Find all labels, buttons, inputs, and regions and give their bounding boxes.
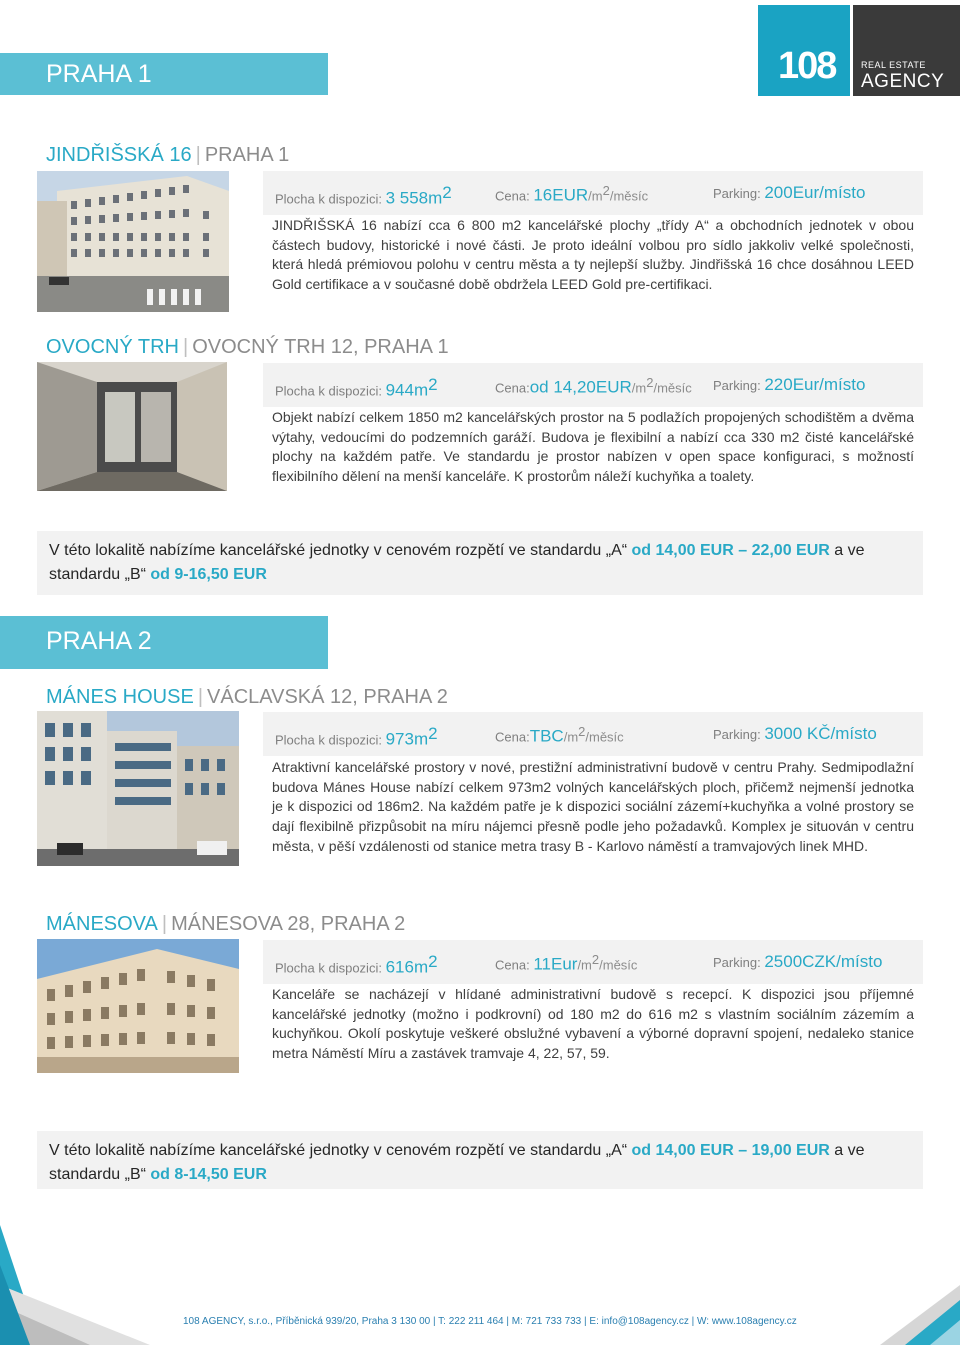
- price-field: Cena:od $14,20EUR/m^2$/měsíc: [495, 375, 692, 397]
- area-field: Plocha k dispozici: $973m^2$: [275, 724, 438, 749]
- decorative-corner-left: [0, 1225, 150, 1345]
- property-name: MÁNESOVA: [46, 913, 158, 935]
- property-info-bar-ovocny-trh: [263, 363, 923, 407]
- range-standard-b: od 9-16,50 EUR: [150, 565, 267, 583]
- price-range-summary-praha-1: V této lokalitě nabízíme kancelářské jednotky v cenovém rozpětí ve standardu „A“ od 14,00 EUR – 22,00 EUR a ve standardu „B“ od 9-16,50 EUR: [37, 531, 923, 595]
- section-header-praha-2: PRAHA 2: [0, 616, 328, 669]
- property-address: MÁNESOVA 28, PRAHA 2: [171, 913, 406, 935]
- price-field: $Cena:TBC/m^2$/měsíc: [495, 724, 624, 746]
- property-title-jindrisska: JINDŘIŠSKÁ 16 | PRAHA 1: [46, 144, 290, 166]
- property-name: OVOCNÝ TRH: [46, 336, 179, 358]
- parking-field: Parking: 220Eur/místo: [713, 375, 866, 394]
- area-field: Plocha k dispozici: $616m^2$: [275, 952, 438, 977]
- property-name: JINDŘIŠSKÁ 16: [46, 144, 192, 166]
- logo-line1: REAL ESTATE: [861, 60, 926, 70]
- property-info-bar-jindrisska: [263, 171, 923, 215]
- property-description-ovocny-trh: Objekt nabízí celkem 1850 m2 kancelářských prostor na 5 podlažích propojených schodištěm a dvěma výtahy, vedoucími do podzemních garáží. Budova je flexibilní a nabízí cca 330 m2 čisté kancelářské plochy na každém patře. Ve standardu je prostor nabízen v open space konfiguraci, s možností flexibilního dělení na menší kanceláře. K prostorům náleží kuchyňka a toalety.: [272, 409, 914, 485]
- price-range-summary-praha-2: V této lokalitě nabízíme kancelářské jednotky v cenovém rozpětí ve standardu „A“ od 14,00 EUR – 19,00 EUR a ve standardu „B“ od 8-14,50 EUR: [37, 1131, 923, 1189]
- property-title-ovocny-trh: OVOCNÝ TRH | OVOCNÝ TRH 12, PRAHA 1: [46, 336, 449, 358]
- logo-line2: AGENCY: [861, 71, 945, 92]
- area-field: Plocha k dispozici: 3 $558m^2$: [275, 183, 452, 208]
- parking-field: Parking: 2500CZK/místo: [713, 952, 883, 971]
- property-photo-jindrisska: [37, 171, 229, 312]
- footer-contact: 108 AGENCY, s.r.o., Příběnická 939/20, Praha 3 130 00 | T: 222 211 464 | M: 721 733 733 | E: info@108agency.cz | W: www.108agency.cz: [183, 1316, 797, 1327]
- price-field: Cena: $16EUR/m^2$/měsíc: [495, 183, 649, 205]
- parking-field: Parking: 200Eur/místo: [713, 183, 866, 202]
- property-title-manes-house: MÁNES HOUSE | VÁCLAVSKÁ 12, PRAHA 2: [46, 686, 448, 708]
- range-standard-a: od 14,00 EUR – 19,00 EUR: [631, 1142, 830, 1159]
- section-header-praha-1: PRAHA 1: [0, 53, 328, 95]
- logo-108: [758, 5, 850, 96]
- range-standard-a: od 14,00 EUR – 22,00 EUR: [631, 542, 830, 559]
- logo-number: 108: [778, 45, 836, 87]
- property-address: OVOCNÝ TRH 12, PRAHA 1: [192, 336, 449, 358]
- property-address: PRAHA 1: [204, 144, 290, 166]
- logo-agency: [853, 5, 960, 96]
- decorative-corner-right: [880, 1285, 960, 1345]
- property-photo-manesova: [37, 939, 239, 1073]
- property-photo-manes-house: [37, 711, 239, 866]
- property-info-bar-manes-house: [263, 712, 923, 756]
- property-title-manesova: MÁNESOVA | MÁNESOVA 28, PRAHA 2: [46, 913, 406, 935]
- parking-field: Parking: 3000 KČ/místo: [713, 724, 877, 743]
- area-field: Plocha k dispozici: $944m^2$: [275, 375, 438, 400]
- price-field: Cena: $11Eur/m^2$/měsíc: [495, 952, 638, 974]
- property-info-bar-manesova: [263, 940, 923, 984]
- property-name: MÁNES HOUSE: [46, 686, 194, 708]
- property-photo-ovocny-trh: [37, 362, 227, 491]
- property-description-manesova: Kanceláře se nacházejí v hlídané administrativní budově s recepcí. K dispozici jsou příjemné kancelářské jednotky (možno i podkrovní) od 180 m2 do 616 m2 s vlastním sociálním zázemím a kuchyňkou. Okolí poskytuje veškeré obslužné vybavení a výborné dopravní spojení, nedaleko stanice metra Náměstí Míru a zastávek tramvaje 4, 22, 57, 59.: [272, 986, 914, 1062]
- property-description-jindrisska: JINDŘIŠSKÁ 16 nabízí cca 6 800 m2 kancelářské plochy „třídy A“ a obchodních jednotek v obou částech budovy, historické i nové části. Je proto ideální volbou pro sídlo jakkoliv velké společnosti, která hledá prémiovou polohu v centru města a ty nejlepší služby. Jindřišská 16 chce dosáhnou LEED Gold certifikace a v současné době obdržela LEED Gold pre-certifikaci.: [272, 217, 914, 293]
- property-address: VÁCLAVSKÁ 12, PRAHA 2: [207, 686, 448, 708]
- property-description-manes-house: Atraktivní kancelářské prostory v nové, prestižní administrativní budově v centru Prahy. Sedmipodlažní budova Mánes House nabízí celkem 973m2 volných kancelářských ploch, přičemž nejmenší jednotka je k dispozici od 186m2. Na každém patře je k dispozici sociální zázemí+kuchyňka a volné prostory se dají flexibilně přizpůsobit na míru nájemci přesně podle jeho požadavků. Komplex je situován v centru města, v pěší vzdálenosti od stanice metra trasy B - Karlovo náměstí a tramvajových linek MHD.: [272, 759, 914, 854]
- range-standard-b: od 8-14,50 EUR: [150, 1165, 267, 1183]
